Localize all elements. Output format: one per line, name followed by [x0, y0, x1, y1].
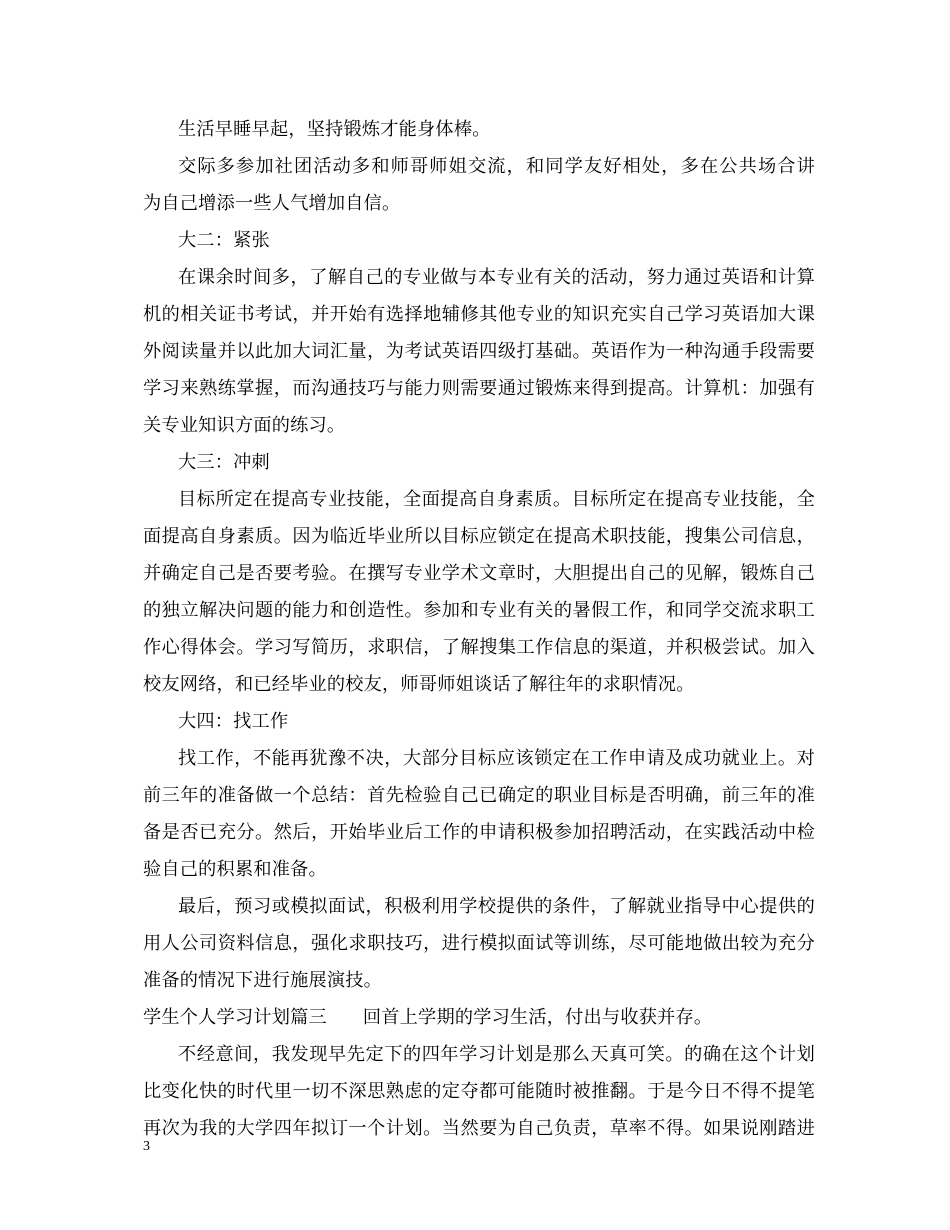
paragraph-line: 的独立解决问题的能力和创造性。参加和专业有关的暑假工作，和同学交流求职工	[143, 600, 815, 621]
paragraph-line: 最后，预习或模拟面试，积极利用学校提供的条件，了解就业指导中心提供的	[178, 896, 815, 917]
section-intro: 回首上学期的学习生活，付出与收获并存。	[362, 1007, 713, 1028]
paragraph-line: 验自己的积累和准备。	[143, 859, 327, 880]
paragraph-line: 不经意间，我发现早先定下的四年学习计划是那么天真可笑。的确在这个计划	[178, 1044, 815, 1065]
paragraph-line: 外阅读量并以此加大词汇量，为考试英语四级打基础。英语作为一种沟通手段需要	[143, 341, 815, 362]
section-heading: 大三：冲刺	[178, 452, 270, 473]
paragraph-line: 生活早睡早起，坚持锻炼才能身体棒。	[178, 119, 491, 140]
paragraph-line: 比变化快的时代里一切不深思熟虑的定夺都可能随时被推翻。于是今日不得不提笔	[143, 1081, 815, 1102]
section-heading: 大二：紧张	[178, 230, 270, 251]
paragraph-line: 面提高自身素质。因为临近毕业所以目标应锁定在提高术职技能，搜集公司信息，	[143, 526, 815, 547]
paragraph-line: 校友网络，和已经毕业的校友，师哥师姐谈话了解往年的求职情况。	[143, 674, 695, 695]
paragraph-line: 再次为我的大学四年拟订一个计划。当然要为自己负责，草率不得。如果说刚踏进	[143, 1118, 815, 1139]
paragraph-line: 并确定自己是否要考验。在撰写专业学术文章时，大胆提出自己的见解，锻炼自己	[143, 563, 815, 584]
section-title-line	[143, 999, 815, 1036]
page-number: 3	[143, 1139, 150, 1154]
paragraph-line: 用人公司资料信息，强化求职技巧，进行模拟面试等训练，尽可能地做出较为充分	[143, 933, 815, 954]
paragraph-line: 准备的情况下进行施展演技。	[143, 970, 383, 991]
paragraph-line: 为自己增添一些人气增加自信。	[143, 193, 401, 214]
paragraph-line: 备是否已充分。然后，开始毕业后工作的申请积极参加招聘活动，在实践活动中检	[143, 822, 815, 843]
paragraph-line: 在课余时间多，了解自己的专业做与本专业有关的活动，努力通过英语和计算	[178, 267, 815, 288]
paragraph-line: 关专业知识方面的练习。	[143, 415, 346, 436]
paragraph-line: 前三年的准备做一个总结：首先检验自己已确定的职业目标是否明确，前三年的准	[143, 785, 815, 806]
paragraph-line: 学习来熟练掌握，而沟通技巧与能力则需要通过锻炼来得到提高。计算机：加强有	[143, 378, 815, 399]
section-title: 学生个人学习计划篇三	[143, 1007, 327, 1028]
paragraph-line: 交际多参加社团活动多和师哥师姐交流，和同学友好相处，多在公共场合讲	[178, 156, 815, 177]
paragraph-line: 作心得体会。学习写简历，求职信，了解搜集工作信息的渠道，并积极尝试。加入	[143, 637, 815, 658]
paragraph-line: 目标所定在提高专业技能，全面提高自身素质。目标所定在提高专业技能，全	[178, 489, 815, 510]
paragraph-line: 机的相关证书考试，并开始有选择地辅修其他专业的知识充实自己学习英语加大课	[143, 304, 815, 325]
section-heading: 大四：找工作	[178, 711, 289, 732]
document-body	[143, 111, 815, 1147]
paragraph-line: 找工作，不能再犹豫不决，大部分目标应该锁定在工作申请及成功就业上。对	[178, 748, 815, 769]
